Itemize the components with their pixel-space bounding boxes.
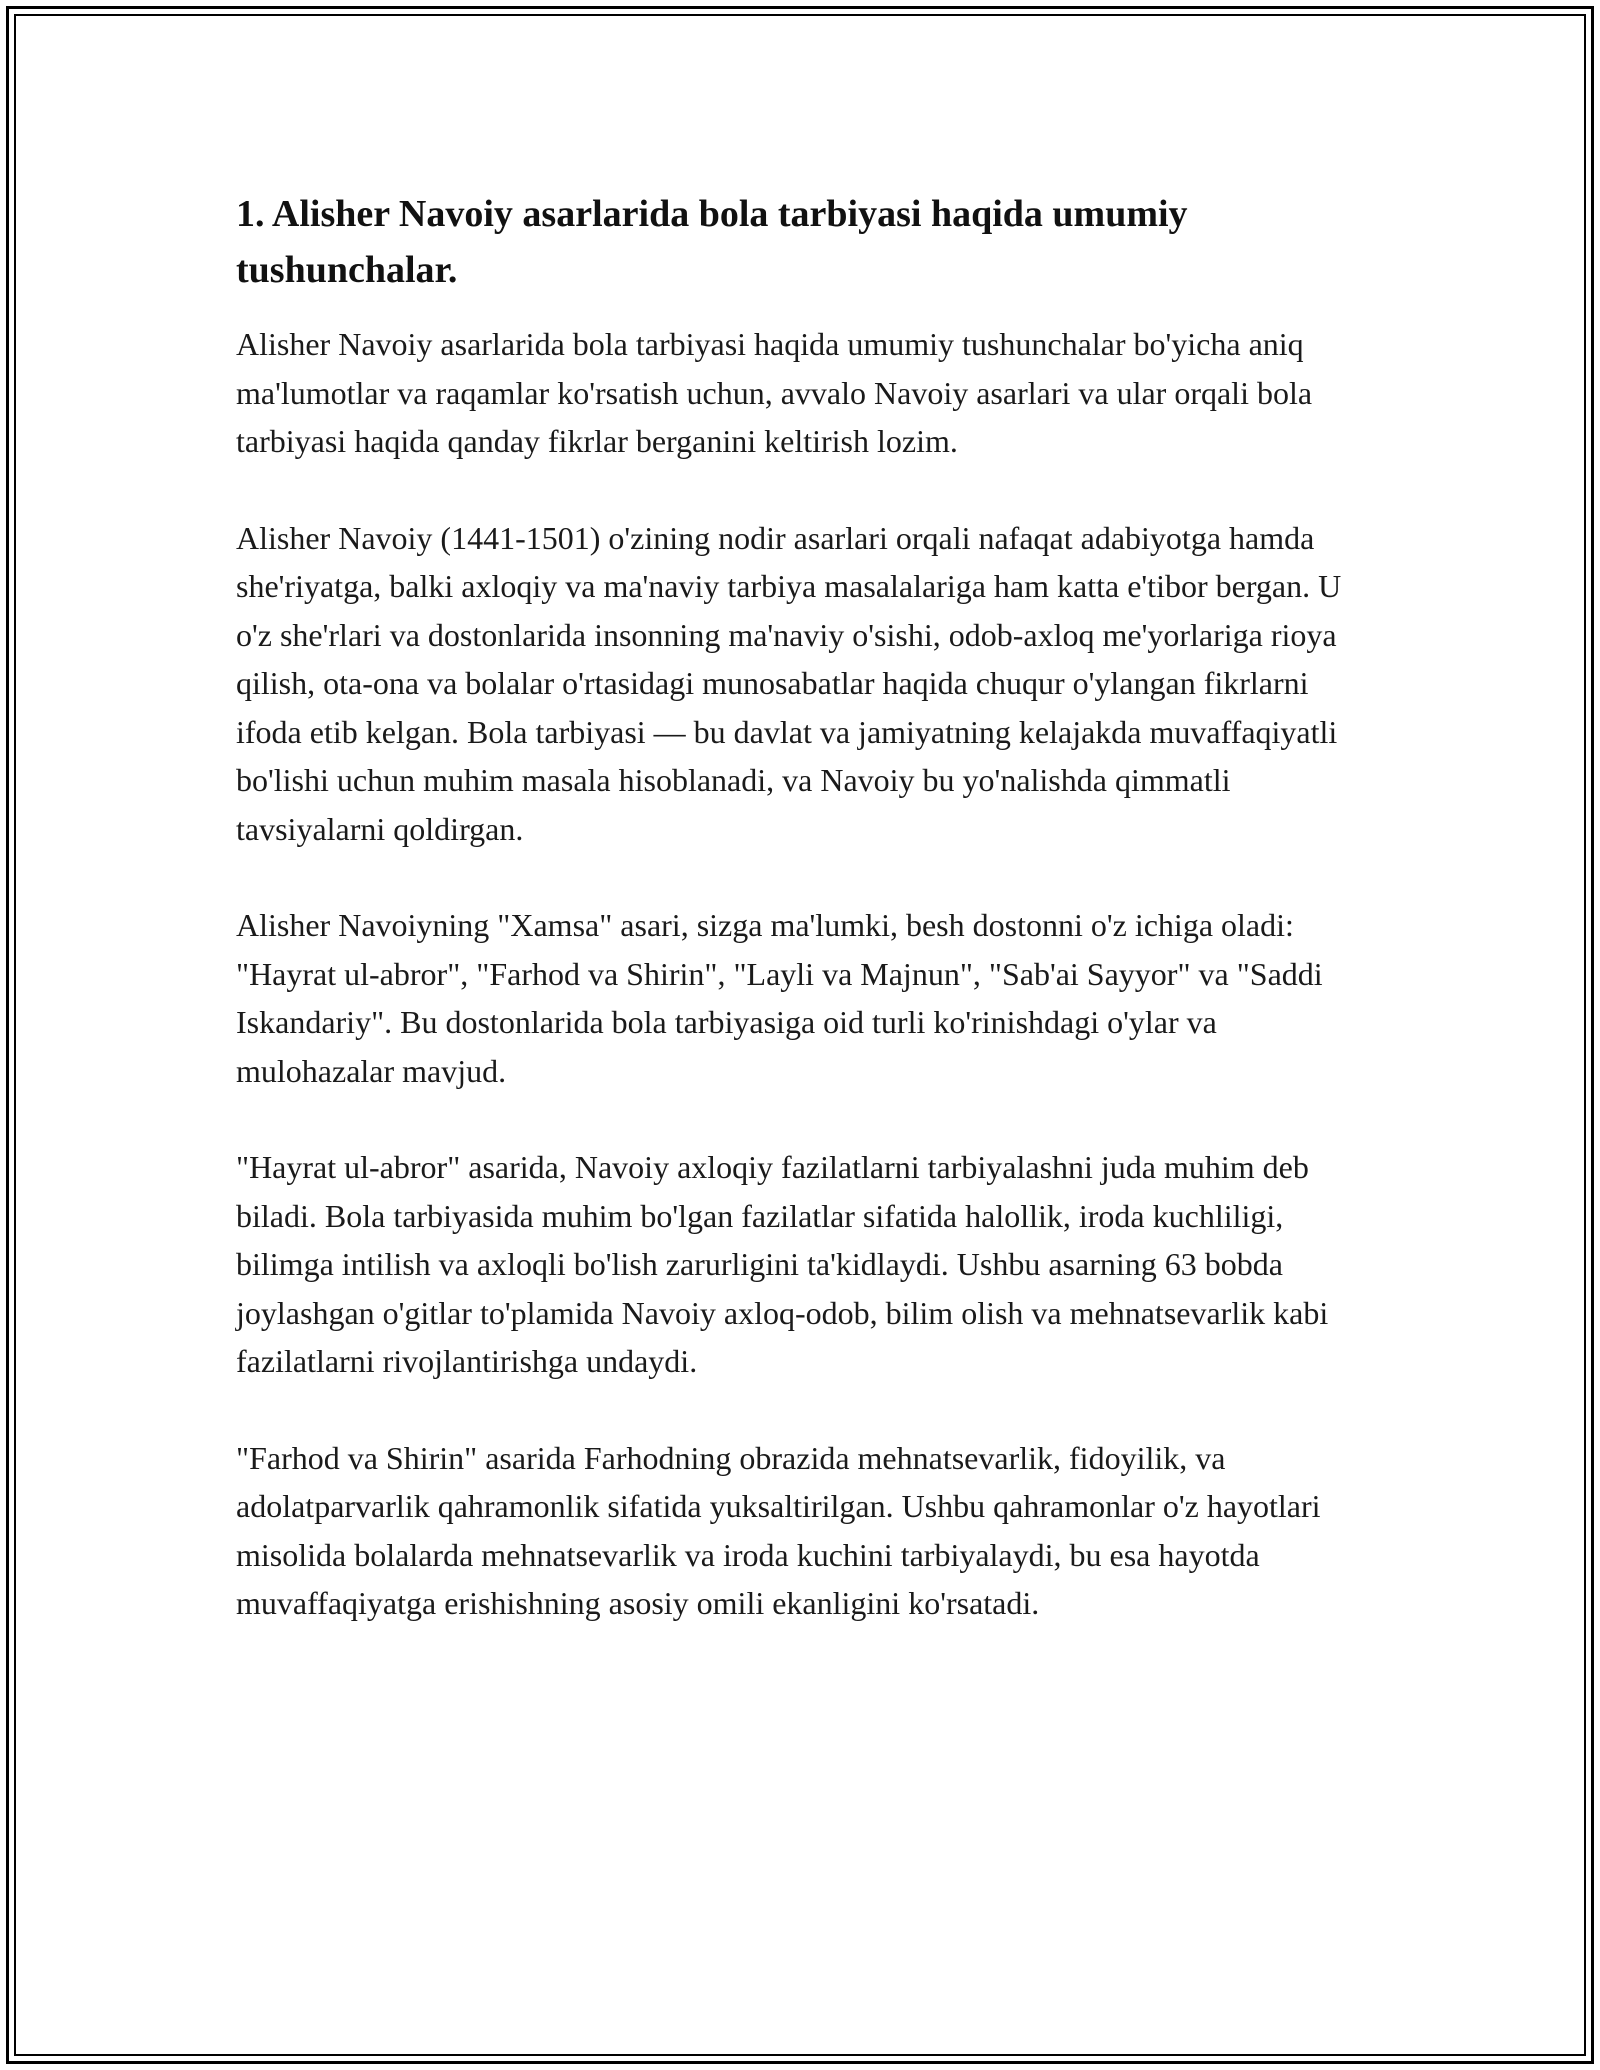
paragraph-2: Alisher Navoiy (1441-1501) o'zining nodir asarlari orqali nafaqat adabiyotga hamda she'riyatga, balki axloqiy va ma'naviy tarbiya masalalariga ham katta e'tibor bergan. U o'z she'rlari va dostonlarida insonning ma'naviy o'sishi, odob-axloq me'yorlariga rioya qilish, ota-ona va bolalar o'rtasidagi munosabatlar haqida chuqur o'ylangan fikrlarni ifoda etib kelgan. Bola tarbiyasi — bu davlat va jamiyatning kelajakda muvaffaqiyatli bo'lishi uchun muhim masala hisoblanadi, va Navoiy bu yo'nalishda qimmatli tavsiyalarni qoldirgan. [236,519,1342,847]
paragraph-4: "Hayrat ul-abror" asarida, Navoiy axloqiy fazilatlarni tarbiyalashni juda muhim deb biladi. Bola tarbiyasida muhim bo'lgan fazilatlar sifatida halollik, iroda kuchliligi, bilimga intilish va axloqli bo'lish zarurligini ta'kidlaydi. Ushbu asarning 63 bobda joylashgan o'gitlar to'plamida Navoiy axloq-odob, bilim olish va mehnatsevarlik kabi fazilatlarni rivojlantirishga undaydi. [236,1149,1329,1379]
paragraph-5: "Farhod va Shirin" asarida Farhodning obrazida mehnatsevarlik, fidoyilik, va adolatparvarlik qahramonlik sifatida yuksaltirilgan. Ushbu qahramonlar o'z hayotlari misolida bolalarda mehnatsevarlik va iroda kuchini tarbiyalaydi, bu esa hayotda muvaffaqiyatga erishishning asosiy omili ekanligini ko'rsatadi. [236,1439,1321,1621]
section-heading: 1. Alisher Navoiy asarlarida bola tarbiyasi haqida umumiy tushunchalar. [236,193,1188,291]
document-body [236,186,1376,1676]
paragraph-1: Alisher Navoiy asarlarida bola tarbiyasi haqida umumiy tushunchalar bo'yicha aniq ma'lumotlar va raqamlar ko'rsatish uchun, avvalo Navoiy asarlari va ular orqali bola tarbiyasi haqida qanday fikrlar berganini keltirish lozim. [236,326,1313,459]
paragraph-3: Alisher Navoiyning "Xamsa" asari, sizga ma'lumki, besh dostonni o'z ichiga oladi: "Hayrat ul-abror", "Farhod va Shirin", "Layli va Majnun", "Sab'ai Sayyor" va "Saddi Iskandariy". Bu dostonlarida bola tarbiyasiga oid turli ko'rinishdagi o'ylar va mulohazalar mavjud. [236,907,1323,1089]
